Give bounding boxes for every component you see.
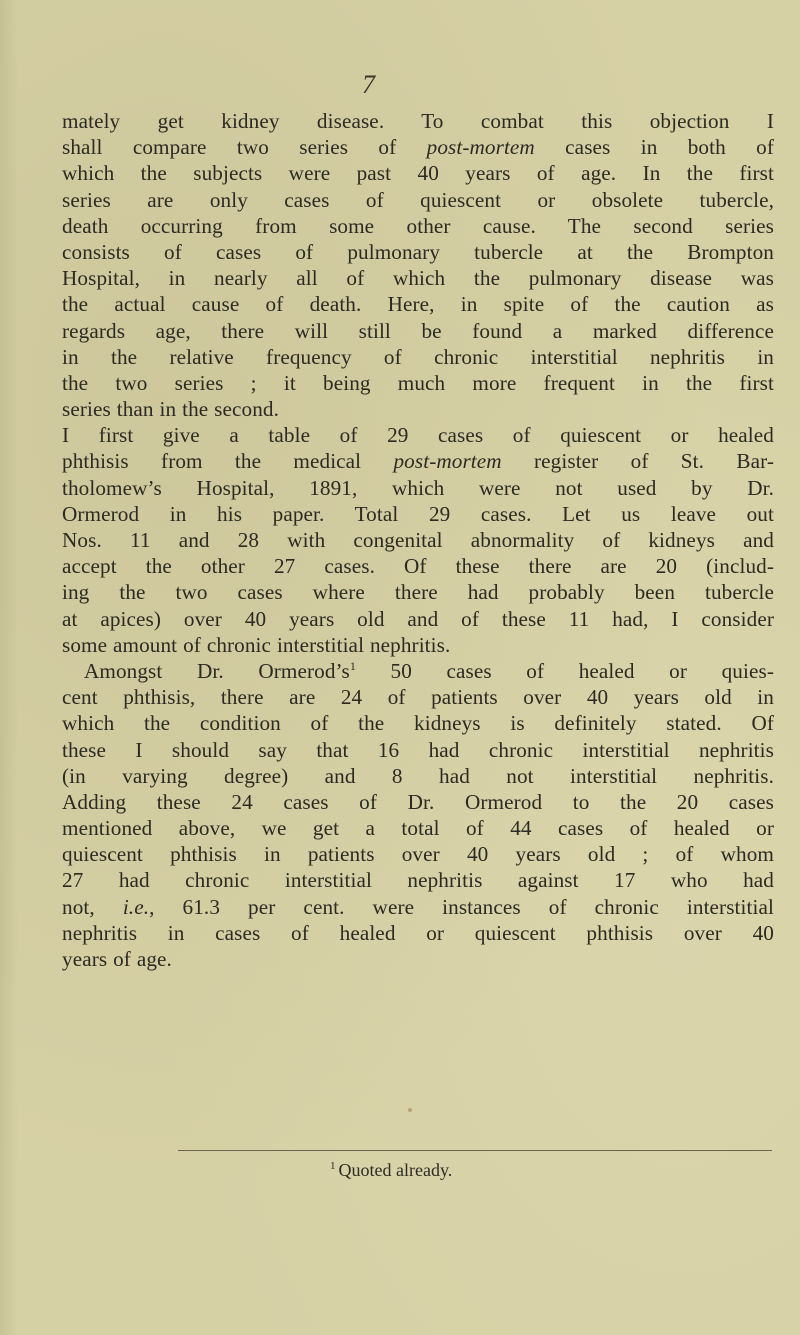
text-line: nephritis in cases of healed or quiescent phthisis over 40 bbox=[62, 920, 774, 945]
text-line: Nos. 11 and 28 with congenital abnormality of kidneys and bbox=[62, 528, 774, 552]
text-line: some amount of chronic interstitial nephritis. bbox=[62, 632, 451, 657]
text-line: tholomew’s Hospital, 1891, which were not used by Dr. bbox=[62, 475, 774, 500]
text-line: ing the two cases where there had probably been tubercle bbox=[62, 580, 774, 605]
text-line: Hospital, in nearly all of which the pulmonary disease was bbox=[62, 266, 774, 291]
text-line: which the condition of the kidneys is definitely stated. Of bbox=[62, 711, 774, 736]
page-number: 7 bbox=[362, 70, 375, 99]
text-line: the actual cause of death. Here, in spite of the caution as bbox=[62, 292, 774, 317]
footnote-mark: 1 bbox=[330, 1160, 336, 1172]
text-line: death occurring from some other cause. The second series bbox=[62, 213, 774, 238]
text-line: shall compare two series of post-mortem cases in both of bbox=[62, 135, 774, 160]
text-line: consists of cases of pulmonary tubercle at the Brompton bbox=[62, 239, 774, 264]
footnote-text: Quoted already. bbox=[338, 1160, 453, 1180]
text-line: which the subjects were past 40 years of age. In the first bbox=[62, 161, 774, 186]
text-line: I first give a table of 29 cases of quiescent or healed bbox=[62, 423, 774, 448]
text-line: quiescent phthisis in patients over 40 years old ; of whom bbox=[62, 842, 774, 867]
text-line: phthisis from the medical post-mortem register of St. Bar- bbox=[62, 449, 774, 474]
text-line: cent phthisis, there are 24 of patients over 40 years old in bbox=[62, 685, 774, 710]
text-line: the two series ; it being much more frequent in the first bbox=[62, 370, 774, 395]
text-line: not, i.e., 61.3 per cent. were instances of chronic interstitial bbox=[62, 894, 774, 919]
text-line: in the relative frequency of chronic interstitial nephritis in bbox=[62, 344, 774, 369]
text-line: at apices) over 40 years old and of these 11 had, I consider bbox=[62, 606, 774, 631]
body-text bbox=[62, 108, 774, 972]
text-line: accept the other 27 cases. Of these there are 20 (includ- bbox=[62, 554, 774, 579]
text-line: mentioned above, we get a total of 44 cases of healed or bbox=[62, 816, 774, 841]
text-line: mately get kidney disease. To combat this objection I bbox=[62, 109, 774, 133]
text-line: series are only cases of quiescent or obsolete tubercle, bbox=[62, 187, 774, 212]
footnote-rule bbox=[178, 1150, 772, 1151]
footnote-reference: 1 bbox=[349, 658, 356, 673]
paper-speck bbox=[408, 1108, 412, 1112]
footnote bbox=[330, 1160, 452, 1181]
text-line: Adding these 24 cases of Dr. Ormerod to the 20 cases bbox=[62, 789, 774, 814]
text-line: (in varying degree) and 8 had not interstitial nephritis. bbox=[62, 763, 774, 788]
text-line: 27 had chronic interstitial nephritis against 17 who had bbox=[62, 868, 774, 893]
text-line: regards age, there will still be found a marked difference bbox=[62, 318, 774, 343]
text-line: these I should say that 16 had chronic interstitial nephritis bbox=[62, 737, 774, 762]
text-line: years of age. bbox=[62, 947, 172, 971]
text-line: series than in the second. bbox=[62, 397, 280, 422]
text-line: Ormerod in his paper. Total 29 cases. Let us leave out bbox=[62, 501, 774, 526]
text-line: Amongst Dr. Ormerod’s$^1$ 50 cases of healed or quies- bbox=[84, 658, 774, 683]
